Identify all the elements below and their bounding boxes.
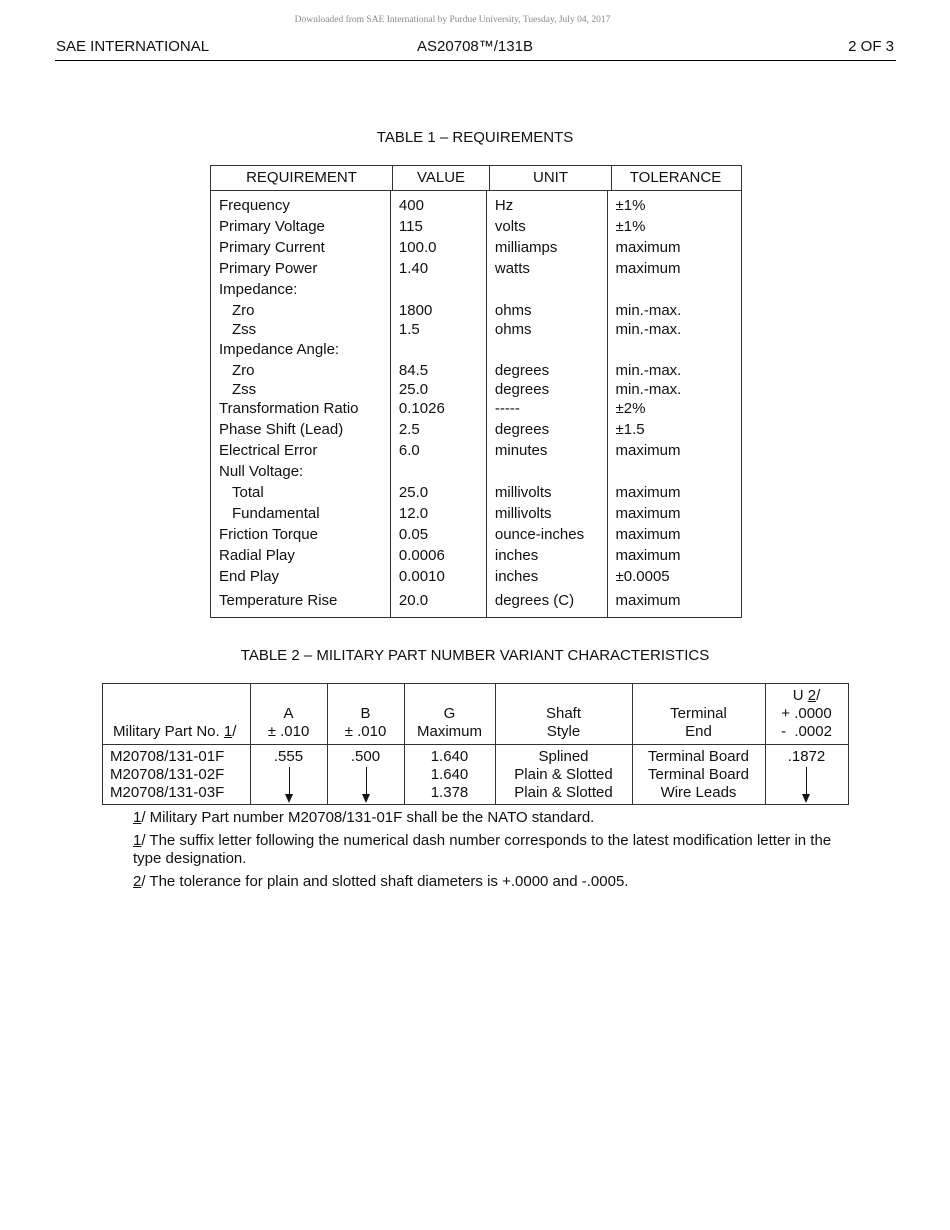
table2-header-part-no: Military Part No. 1/ bbox=[113, 723, 237, 740]
table1-cell-unit bbox=[495, 339, 607, 360]
table1-cell-value: 2.5 bbox=[398, 421, 420, 438]
table1-cell-req: Frequency bbox=[219, 197, 290, 214]
table1-cell-req: Primary Power bbox=[219, 260, 318, 277]
table1-body bbox=[211, 191, 741, 617]
table1-value-column bbox=[391, 191, 487, 617]
table1-cell-value bbox=[399, 461, 486, 482]
table1-cell-value: 25.0 bbox=[398, 484, 429, 501]
note: 2/ The tolerance for plain and slotted shaft diameters is +.0000 and -.0005. bbox=[133, 873, 629, 890]
table1-cell-req: Temperature Rise bbox=[219, 592, 338, 609]
part-number: M20708/131-01F bbox=[110, 748, 225, 765]
table1-cell-tol: min.-max. bbox=[615, 302, 682, 319]
table1-cell-req: Primary Current bbox=[219, 239, 325, 256]
table1-cell-tol: ±0.0005 bbox=[615, 568, 670, 585]
table1-cell-value: 0.0006 bbox=[398, 547, 445, 564]
table1-cell-tol: maximum bbox=[615, 526, 681, 543]
table1-cell-unit: millivolts bbox=[494, 505, 552, 522]
table1-title: TABLE 1 – REQUIREMENTS bbox=[376, 129, 574, 146]
table1-cell-req: Zro bbox=[232, 361, 255, 379]
table1-cell-value: 1.5 bbox=[398, 321, 420, 338]
table2-u-value: .1872 bbox=[787, 748, 826, 765]
down-arrow-icon bbox=[285, 794, 293, 803]
table1-cell-tol bbox=[616, 279, 741, 300]
table2-terminal-ends: Terminal Board Terminal Board Wire Leads bbox=[648, 748, 749, 801]
table1-cell-req: Null Voltage: bbox=[219, 463, 304, 480]
table1-cell-tol bbox=[616, 339, 741, 360]
table1-cell-value bbox=[399, 339, 486, 360]
table2-header-shaft: Shaft Style bbox=[545, 705, 582, 740]
table1-cell-tol: maximum bbox=[615, 442, 681, 459]
table1-unit-column bbox=[487, 191, 608, 617]
table1-header-row bbox=[211, 166, 741, 191]
table1-cell-req: Impedance Angle: bbox=[219, 340, 340, 358]
table1-cell-unit: Hz bbox=[494, 197, 514, 214]
note: 1/ Military Part number M20708/131-01F shall be the NATO standard. bbox=[133, 809, 595, 826]
table1-cell-tol: maximum bbox=[615, 260, 681, 277]
table1-cell-tol: maximum bbox=[615, 547, 681, 564]
table1-cell-value: 25.0 bbox=[398, 380, 429, 398]
part-number: M20708/131-02F bbox=[110, 766, 225, 783]
part-variant-table bbox=[102, 683, 849, 805]
table1-cell-req: Zro bbox=[232, 302, 255, 319]
table1-cell-tol: ±1% bbox=[615, 197, 646, 214]
table1-cell-value: 0.1026 bbox=[398, 400, 445, 417]
table1-cell-req: Radial Play bbox=[219, 547, 295, 564]
table2-g-values: 1.640 1.640 1.378 bbox=[430, 748, 469, 801]
header-page-number: 2 OF 3 bbox=[848, 38, 894, 55]
table1-cell-req: Transformation Ratio bbox=[219, 400, 359, 417]
table1-cell-req: Zss bbox=[232, 321, 257, 338]
table1-cell-value: 400 bbox=[398, 197, 424, 214]
table1-cell-req: Zss bbox=[232, 380, 257, 398]
table2-header-b: B ± .010 bbox=[344, 705, 387, 740]
table2-shaft-styles: Splined Plain & Slotted Plain & Slotted bbox=[514, 748, 613, 801]
down-arrow-icon bbox=[362, 794, 370, 803]
header-rule bbox=[55, 60, 896, 61]
table1-cell-unit: watts bbox=[494, 260, 530, 277]
table1-cell-unit: degrees bbox=[494, 421, 550, 438]
table1-cell-tol: min.-max. bbox=[615, 380, 682, 398]
table1-cell-value: 0.05 bbox=[398, 526, 429, 543]
table1-cell-tol: ±2% bbox=[615, 400, 646, 417]
table1-requirement-column bbox=[211, 191, 391, 617]
table1-cell-unit: degrees (C) bbox=[494, 592, 575, 609]
table1-cell-unit: volts bbox=[494, 218, 526, 235]
continuation-arrow-line bbox=[366, 767, 367, 795]
table1-header-requirement: REQUIREMENT bbox=[211, 166, 393, 190]
requirements-table bbox=[210, 165, 742, 618]
header-org: SAE INTERNATIONAL bbox=[56, 38, 210, 55]
table1-cell-unit: inches bbox=[494, 547, 539, 564]
table1-cell-tol: maximum bbox=[615, 505, 681, 522]
table1-cell-value: 20.0 bbox=[398, 592, 429, 609]
table1-cell-unit: ohms bbox=[494, 302, 532, 319]
table1-cell-unit: inches bbox=[494, 568, 539, 585]
table1-cell-value: 6.0 bbox=[398, 442, 420, 459]
table2-header-u: U 2/ + .0000 - .0002 bbox=[781, 687, 832, 740]
table1-cell-unit: degrees bbox=[494, 380, 550, 398]
table1-cell-tol: ±1.5 bbox=[615, 421, 645, 438]
table1-cell-unit bbox=[495, 279, 607, 300]
header-doc-number: AS20708™/131B bbox=[417, 38, 533, 55]
table2-b-value: .500 bbox=[350, 748, 381, 765]
table1-cell-value: 84.5 bbox=[398, 361, 429, 379]
table1-cell-unit: millivolts bbox=[494, 484, 552, 501]
table1-cell-tol: ±1% bbox=[615, 218, 646, 235]
table1-header-unit: UNIT bbox=[490, 166, 612, 190]
table1-cell-value: 0.0010 bbox=[398, 568, 445, 585]
table1-cell-unit: ounce-inches bbox=[494, 526, 585, 543]
table1-cell-unit: ohms bbox=[494, 321, 532, 338]
table1-cell-req: Fundamental bbox=[232, 505, 320, 522]
continuation-arrow-line bbox=[289, 767, 290, 795]
table1-cell-unit: milliamps bbox=[494, 239, 558, 256]
table1-cell-req: Primary Voltage bbox=[219, 218, 325, 235]
table1-cell-req: Electrical Error bbox=[219, 442, 318, 459]
table2-header-rule bbox=[103, 744, 848, 745]
table-notes bbox=[133, 809, 833, 896]
download-note: Downloaded from SAE International by Purdue University, Tuesday, July 04, 2017 bbox=[294, 15, 611, 25]
table1-cell-unit: minutes bbox=[494, 442, 548, 459]
table1-cell-value: 12.0 bbox=[398, 505, 429, 522]
table1-cell-req: Total bbox=[232, 484, 264, 501]
table1-cell-tol: maximum bbox=[615, 484, 681, 501]
table1-cell-tol: maximum bbox=[615, 592, 681, 609]
table1-cell-value bbox=[399, 279, 486, 300]
table2-title: TABLE 2 – MILITARY PART NUMBER VARIANT CHARACTERISTICS bbox=[240, 647, 710, 664]
down-arrow-icon bbox=[802, 794, 810, 803]
table1-cell-req: Phase Shift (Lead) bbox=[219, 421, 344, 438]
table1-cell-unit: degrees bbox=[494, 361, 550, 379]
table2-a-value: .555 bbox=[273, 748, 304, 765]
table2-header-a: A ± .010 bbox=[267, 705, 310, 740]
table1-cell-tol: min.-max. bbox=[615, 361, 682, 379]
continuation-arrow-line bbox=[806, 767, 807, 795]
table1-cell-value: 1.40 bbox=[398, 260, 429, 277]
table2-header-terminal: Terminal End bbox=[670, 705, 727, 740]
table1-cell-tol bbox=[616, 461, 741, 482]
table1-cell-req: Impedance: bbox=[219, 281, 298, 298]
table1-header-value: VALUE bbox=[393, 166, 490, 190]
table1-cell-tol: maximum bbox=[615, 239, 681, 256]
table1-header-tolerance: TOLERANCE bbox=[629, 169, 722, 186]
table1-cell-tol: min.-max. bbox=[615, 321, 682, 338]
table2-header-g: G Maximum bbox=[416, 705, 482, 740]
table1-cell-value: 1800 bbox=[398, 302, 433, 319]
table1-cell-req: End Play bbox=[219, 568, 280, 585]
table1-cell-req: Friction Torque bbox=[219, 526, 318, 543]
note: 1/ The suffix letter following the numerical dash number corresponds to the latest modification letter in the type designation. bbox=[133, 832, 832, 867]
table1-cell-value: 100.0 bbox=[398, 239, 437, 256]
table1-cell-unit bbox=[495, 461, 607, 482]
table1-tolerance-column bbox=[608, 191, 741, 617]
table2-part-numbers bbox=[110, 748, 224, 802]
table1-cell-unit: ----- bbox=[494, 400, 520, 417]
table1-cell-value: 115 bbox=[398, 218, 423, 235]
part-number: M20708/131-03F bbox=[110, 784, 225, 801]
